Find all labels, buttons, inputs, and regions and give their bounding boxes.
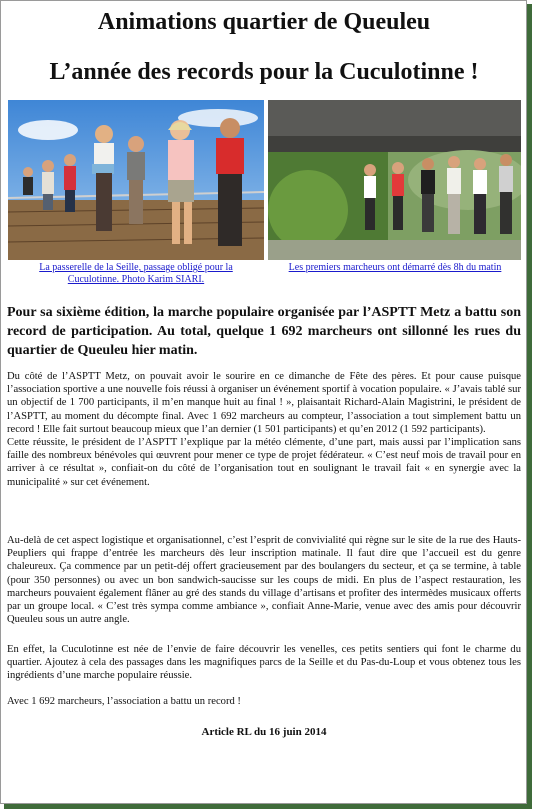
article-paragraph: En effet, la Cuculotinne est née de l’envie de faire découvrir les venelles, ces petits sentiers qui font le charme du quartier. Ajoutez à cela des passages dans les magnifiques parcs de la Seille et du Pas-du-Loup et vous obtenez tous les ingrédients d’une marche populaire réussie. xyxy=(7,644,521,682)
article-paragraph: Avec 1 692 marcheurs, l’association a battu un record ! xyxy=(7,696,241,707)
photo-first-walkers xyxy=(268,100,521,260)
article-paragraph: Du côté de l’ASPTT Metz, on pouvait avoir le sourire en ce dimanche de Fête des pères. Et pour cause puisque l’association sportive a une nouvelle fois réussi à organiser un événement sportif à vocation populaire. « J’avais tablé sur un objectif de 1 700 participants, il m’en manque huit au final ! », plaisantait Richard-Alain Magistrini, le président de l’ASPTT, au moment du décompte final. Avec 1 692 marcheurs au compteur, l’association a tout simplement battu un record ! Elle fait surtout beaucoup mieux que l’an dernier (1 501 participants) et qu’en 2012 (1 592 participants). xyxy=(7,371,521,435)
article-paragraph: Au-delà de cet aspect logistique et organisationnel, c’est l’esprit de convivialité qui règne sur le site de la rue des Hauts-Peupliers qui frappe d’entrée les marcheurs dès leur inscription matinale. Il faut dire que l’accueil est du genre chaleureux. Ça commence par un petit-déj offert gracieusement par des boulangers du secteur, et ça se termine, à table (pour 350 personnes) ou avec un bon sandwich-saucisse sur les coups de midi. En plus de l’aspect restauration, les marcheurs pouvaient également flâner au gré des stands du village d’artisans et profiter des intermèdes musicaux offerts par un groupe local. « C’est très sympa comme ambiance », confiait Anne-Marie, venue avec des amis pour découvrir Queuleu sous un autre angle. xyxy=(7,535,521,626)
headline-main: L’année des records pour la Cuculotinne ! xyxy=(49,59,479,85)
photo-footbridge-walkers xyxy=(8,100,264,260)
frame-shadow-bottom xyxy=(4,804,532,809)
article-lead: Pour sa sixième édition, la marche populaire organisée par l’ASPTT Metz a battu son record de participation. Au total, quelque 1 692 marcheurs ont sillonné les rues du quartier de Queuleu hier matin. xyxy=(7,305,521,358)
frame-shadow-right xyxy=(527,4,532,808)
headline-top: Animations quartier de Queuleu xyxy=(97,9,431,35)
photo-caption-footbridge[interactable]: La passerelle de la Seille, passage obligé pour la Cuculotinne. Photo Karim SIARI. xyxy=(39,262,233,285)
photo-caption-first-walkers[interactable]: Les premiers marcheurs ont démarré dès 8h du matin xyxy=(288,262,502,273)
article-paragraph: Cette réussite, le président de l’ASPTT l’explique par la météo clémente, d’une part, mais aussi par l’implication sans faille des nombreux bénévoles qui œuvrent pour mener ce type de projet fédérateur. « C’est neuf mois de travail pour en arriver à ce résultat », confiait-on du côté de l’organisation tout en soulignant le travail fait « en synergie avec la municipalité » sur cet événement. xyxy=(7,437,521,488)
article-credit: Article RL du 16 juin 2014 xyxy=(201,726,327,738)
